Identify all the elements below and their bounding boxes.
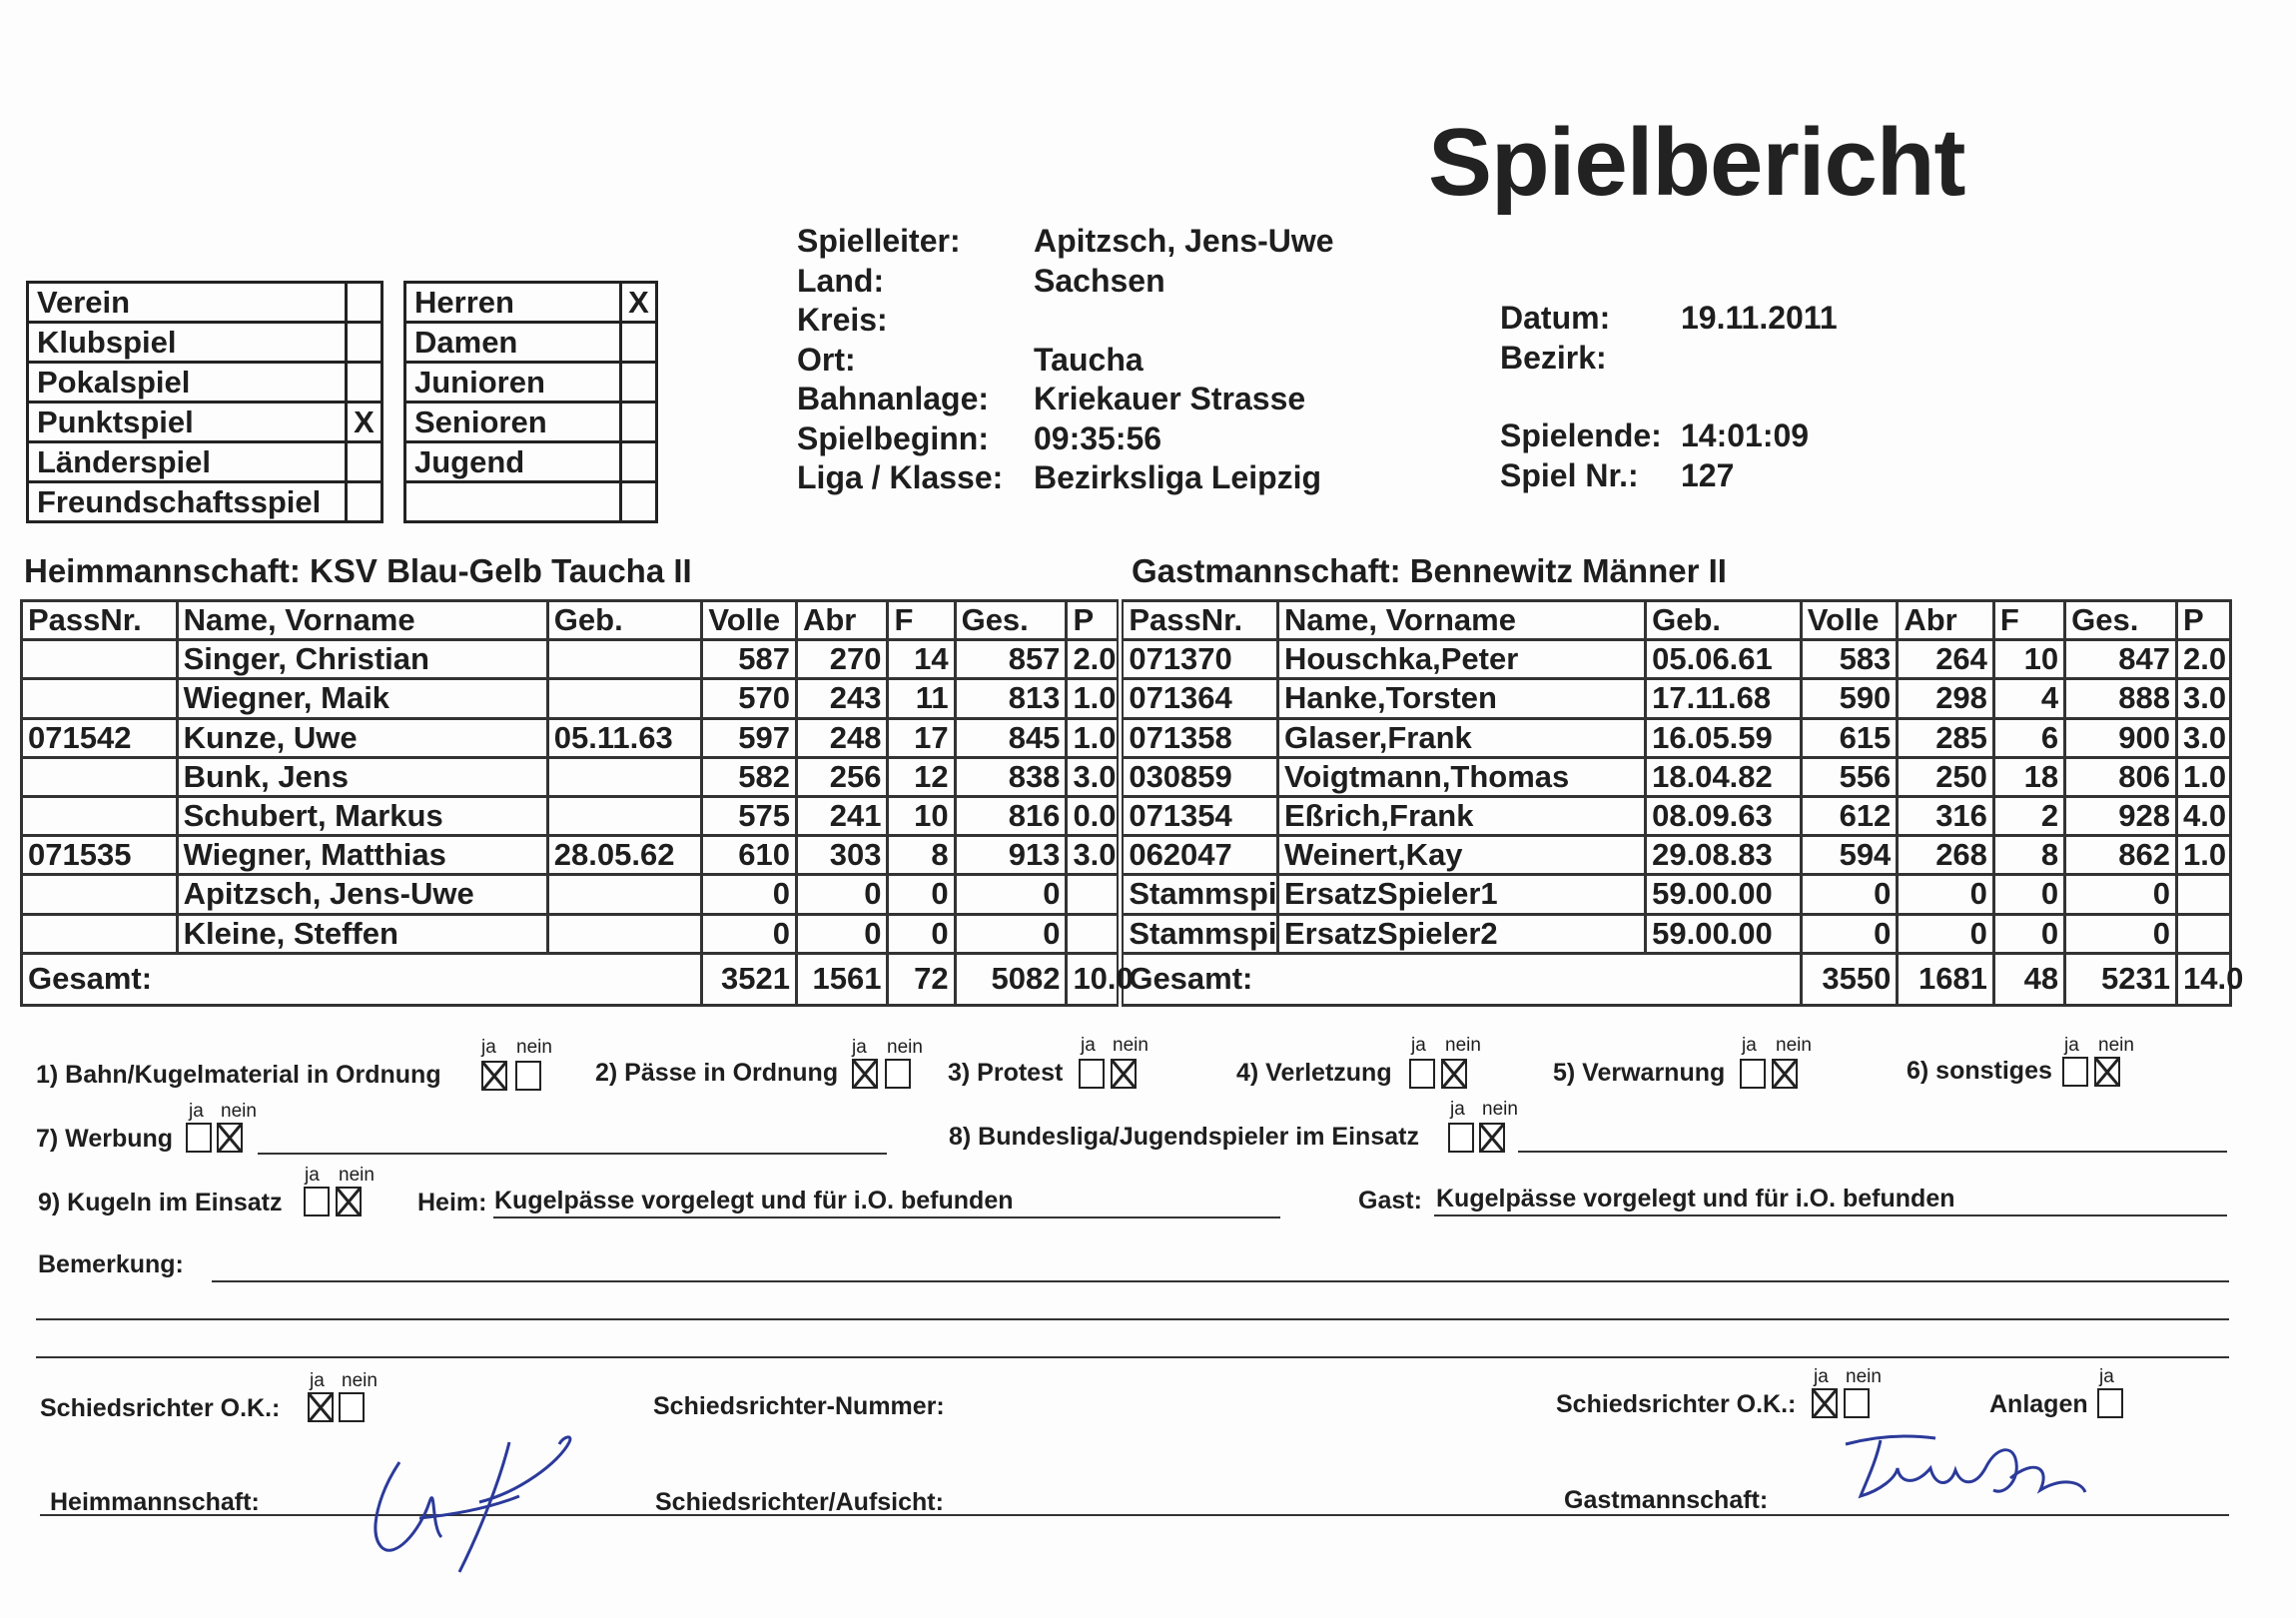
bemerkung-line: [212, 1280, 2229, 1282]
guest-volle: 556: [1801, 757, 1898, 796]
home-ges: 0: [955, 875, 1067, 914]
home-volle: 0: [702, 875, 797, 914]
home-f: 0: [888, 875, 955, 914]
nein-label: nein: [516, 1037, 552, 1058]
checkbox-ja[interactable]: [1812, 1388, 1838, 1418]
info-label-kreis: Kreis:: [797, 302, 888, 338]
guest-name: Hanke,Torsten: [1277, 679, 1645, 718]
info-label-bahnanlage: Bahnanlage:: [797, 381, 990, 416]
question-4: 4) Verletzung: [1236, 1059, 1392, 1087]
spielende-value: 14:01:09: [1681, 417, 1810, 453]
home-p: [1067, 914, 1121, 953]
heimmannschaft-sign-label: Heimmannschaft:: [50, 1488, 260, 1516]
home-geb: [547, 757, 702, 796]
guest-passnr: 071370: [1121, 640, 1278, 679]
checkbox-nein[interactable]: [217, 1123, 243, 1153]
column-header: Ges.: [2065, 601, 2177, 640]
home-geb: [547, 640, 702, 679]
guest-name: Voigtmann,Thomas: [1277, 757, 1645, 796]
question-9: 9) Kugeln im Einsatz: [38, 1189, 283, 1216]
guest-abr: 250: [1898, 757, 1994, 796]
home-f: 8: [888, 836, 955, 875]
category-mark: [621, 323, 657, 363]
heim-label: Heim:: [417, 1189, 487, 1216]
nein-label: nein: [1445, 1035, 1481, 1056]
nein-label: nein: [1113, 1035, 1148, 1056]
guest-total-label: Gesamt:: [1121, 953, 1801, 1005]
column-header: F: [1993, 601, 2064, 640]
checkbox-anlagen[interactable]: [2097, 1388, 2123, 1418]
guest-p: 4.0: [2176, 796, 2230, 835]
home-passnr: [22, 796, 178, 835]
guest-volle: 612: [1801, 796, 1898, 835]
nein-label: nein: [221, 1101, 257, 1122]
column-header: P: [2176, 601, 2230, 640]
guest-abr: 316: [1898, 796, 1994, 835]
guest-passnr: 030859: [1121, 757, 1278, 796]
checkbox-ja[interactable]: [308, 1392, 334, 1422]
home-geb: 05.11.63: [547, 718, 702, 757]
home-f: 12: [888, 757, 955, 796]
datum-label: Datum:: [1500, 300, 1611, 336]
ja-label: ja: [2099, 1366, 2114, 1387]
home-p: 1.0: [1067, 679, 1121, 718]
home-p: 3.0: [1067, 757, 1121, 796]
guest-passnr: Stammspi: [1121, 875, 1278, 914]
home-name: Singer, Christian: [177, 640, 547, 679]
column-header: Volle: [1801, 601, 1898, 640]
home-geb: [547, 914, 702, 953]
home-passnr: [22, 679, 178, 718]
column-header: Name, Vorname: [177, 601, 547, 640]
guest-geb: 17.11.68: [1646, 679, 1802, 718]
guest-name: Weinert,Kay: [1277, 836, 1645, 875]
guest-abr: 0: [1898, 875, 1994, 914]
home-total-label: Gesamt:: [22, 953, 702, 1005]
home-abr: 248: [796, 718, 888, 757]
ja-label: ja: [481, 1037, 496, 1058]
info-value-ort: Taucha: [1034, 341, 1144, 378]
category-damen: Damen: [405, 323, 621, 363]
home-name: Kunze, Uwe: [177, 718, 547, 757]
guest-name: Houschka,Peter: [1277, 640, 1645, 679]
match-type-punktspiel: Punktspiel: [28, 403, 347, 442]
nein-label: nein: [1846, 1366, 1882, 1387]
anlagen-label: Anlagen: [1989, 1390, 2088, 1418]
nein-label: nein: [342, 1370, 378, 1391]
guest-signature: [1836, 1428, 2095, 1508]
guest-volle: 594: [1801, 836, 1898, 875]
question-3: 3) Protest: [948, 1059, 1064, 1087]
home-volle: 0: [702, 914, 797, 953]
guest-abr: 0: [1898, 914, 1994, 953]
guest-ges: 847: [2065, 640, 2177, 679]
guest-abr: 298: [1898, 679, 1994, 718]
home-geb: [547, 875, 702, 914]
heim-text: Kugelpässe vorgelegt und für i.O. befunden: [494, 1187, 1014, 1214]
totals-row: [22, 953, 2231, 1005]
info-label-spielbeginn: Spielbeginn:: [797, 419, 989, 456]
guest-name: ErsatzSpieler2: [1277, 914, 1645, 953]
checkbox-nein[interactable]: [1441, 1059, 1467, 1089]
guest-ges: 0: [2065, 875, 2177, 914]
info-value-spielbeginn: 09:35:56: [1034, 419, 1162, 456]
question-7: 7) Werbung: [36, 1125, 174, 1153]
sr-ok-left-label: Schiedsrichter O.K.:: [40, 1394, 281, 1422]
category-jugend: Jugend: [405, 442, 621, 482]
guest-total-ges: 5231: [2065, 953, 2177, 1005]
column-header: PassNr.: [22, 601, 178, 640]
category-junioren: Junioren: [405, 363, 621, 403]
question-6: 6) sonstiges: [1907, 1057, 2052, 1085]
guest-total-volle: 3550: [1801, 953, 1898, 1005]
ja-label: ja: [1742, 1035, 1757, 1056]
bezirk-label: Bezirk:: [1500, 340, 1607, 376]
checkbox-ja[interactable]: [481, 1061, 507, 1091]
info-label-liga: Liga / Klasse:: [797, 459, 1004, 495]
info-value-kreis: [1034, 301, 1334, 341]
checkbox-nein[interactable]: [1111, 1059, 1137, 1089]
gastmannschaft-sign-label: Gastmannschaft:: [1564, 1486, 1769, 1514]
guest-p: 3.0: [2176, 679, 2230, 718]
checkbox-ja[interactable]: [852, 1059, 878, 1089]
home-passnr: [22, 875, 178, 914]
home-abr: 243: [796, 679, 888, 718]
ja-label: ja: [852, 1037, 867, 1058]
info-labels: [797, 222, 1003, 498]
match-type-mark: [347, 442, 383, 482]
table-row: [22, 914, 2231, 953]
checkbox-nein[interactable]: [1772, 1059, 1798, 1089]
home-name: Wiegner, Maik: [177, 679, 547, 718]
guest-total-f: 48: [1993, 953, 2064, 1005]
guest-volle: 0: [1801, 914, 1898, 953]
guest-abr: 264: [1898, 640, 1994, 679]
home-total-abr: 1561: [796, 953, 888, 1005]
ja-label: ja: [310, 1370, 325, 1391]
guest-ges: 888: [2065, 679, 2177, 718]
table-row: [22, 836, 2231, 875]
home-team-label: Heimmannschaft: KSV Blau-Gelb Taucha II: [24, 552, 692, 589]
home-total-f: 72: [888, 953, 955, 1005]
nein-label: nein: [1482, 1099, 1518, 1120]
info-values: [1034, 222, 1334, 498]
home-p: 2.0: [1067, 640, 1121, 679]
nein-label: nein: [339, 1165, 375, 1186]
match-type-mark: [347, 283, 383, 323]
guest-f: 6: [1993, 718, 2064, 757]
home-passnr: [22, 914, 178, 953]
gast-label: Gast:: [1358, 1187, 1422, 1214]
home-f: 11: [888, 679, 955, 718]
table-row: [22, 640, 2231, 679]
checkbox-ja[interactable]: [1409, 1059, 1435, 1089]
guest-volle: 590: [1801, 679, 1898, 718]
column-header: Geb.: [547, 601, 702, 640]
category-mark: X: [621, 283, 657, 323]
home-abr: 270: [796, 640, 888, 679]
match-type-mark: [347, 323, 383, 363]
column-header: PassNr.: [1121, 601, 1278, 640]
question-2: 2) Pässe in Ordnung: [595, 1059, 839, 1087]
home-p: 0.0: [1067, 796, 1121, 835]
home-volle: 587: [702, 640, 797, 679]
guest-passnr: 062047: [1121, 836, 1278, 875]
question-8: 8) Bundesliga/Jugendspieler im Einsatz: [949, 1123, 1419, 1151]
column-header: Name, Vorname: [1277, 601, 1645, 640]
guest-f: 8: [1993, 836, 2064, 875]
gast-line: [1434, 1214, 2227, 1216]
home-name: Kleine, Steffen: [177, 914, 547, 953]
sr-nummer-label: Schiedsrichter-Nummer:: [653, 1392, 945, 1420]
home-abr: 303: [796, 836, 888, 875]
column-header: Abr: [796, 601, 888, 640]
home-name: Apitzsch, Jens-Uwe: [177, 875, 547, 914]
guest-passnr: 071354: [1121, 796, 1278, 835]
page-title: Spielbericht: [1428, 109, 1965, 216]
question-1: 1) Bahn/Kugelmaterial in Ordnung: [36, 1061, 441, 1089]
ja-label: ja: [1450, 1099, 1465, 1120]
guest-f: 4: [1993, 679, 2064, 718]
table-row: [22, 796, 2231, 835]
checkbox-nein[interactable]: [515, 1061, 541, 1091]
guest-p: [2176, 875, 2230, 914]
match-type-mark: [347, 363, 383, 403]
checkbox-ja[interactable]: [2062, 1057, 2088, 1087]
guest-name: Glaser,Frank: [1277, 718, 1645, 757]
ja-label: ja: [1411, 1035, 1426, 1056]
question-5: 5) Verwarnung: [1553, 1059, 1726, 1087]
heim-line: [493, 1216, 1280, 1218]
checkbox-ja[interactable]: [1740, 1059, 1766, 1089]
home-ges: 857: [955, 640, 1067, 679]
home-total-p: 10.0: [1067, 953, 1121, 1005]
home-f: 17: [888, 718, 955, 757]
bemerkung-label: Bemerkung:: [38, 1250, 184, 1278]
column-header: Geb.: [1646, 601, 1802, 640]
category-mark: [621, 442, 657, 482]
guest-abr: 285: [1898, 718, 1994, 757]
bemerkung-line: [36, 1318, 2229, 1320]
info-value-bahnanlage: Kriekauer Strasse: [1034, 381, 1306, 416]
home-passnr: 071535: [22, 836, 178, 875]
guest-geb: 08.09.63: [1646, 796, 1802, 835]
guest-ges: 862: [2065, 836, 2177, 875]
guest-p: [2176, 914, 2230, 953]
guest-total-abr: 1681: [1898, 953, 1994, 1005]
checkbox-nein[interactable]: [1844, 1388, 1870, 1418]
home-volle: 570: [702, 679, 797, 718]
nein-label: nein: [2098, 1035, 2134, 1056]
home-passnr: [22, 757, 178, 796]
home-ges: 0: [955, 914, 1067, 953]
info-label-spielleiter: Spielleiter:: [797, 223, 961, 259]
home-abr: 0: [796, 875, 888, 914]
spielnr-value: 127: [1681, 457, 1735, 493]
guest-geb: 05.06.61: [1646, 640, 1802, 679]
guest-volle: 0: [1801, 875, 1898, 914]
nein-label: nein: [887, 1037, 923, 1058]
match-type-box: [26, 281, 383, 523]
match-type-laenderspiel: Länderspiel: [28, 442, 347, 482]
match-type-pokalspiel: Pokalspiel: [28, 363, 347, 403]
bemerkung-line: [36, 1356, 2229, 1358]
guest-ges: 928: [2065, 796, 2177, 835]
home-name: Schubert, Markus: [177, 796, 547, 835]
home-passnr: 071542: [22, 718, 178, 757]
match-type-mark: X: [347, 403, 383, 442]
guest-volle: 615: [1801, 718, 1898, 757]
checkbox-ja[interactable]: [304, 1187, 330, 1216]
match-type-verein: Verein: [28, 283, 347, 323]
guest-abr: 268: [1898, 836, 1994, 875]
home-total-ges: 5082: [955, 953, 1067, 1005]
home-abr: 256: [796, 757, 888, 796]
column-header: Ges.: [955, 601, 1067, 640]
guest-geb: 59.00.00: [1646, 914, 1802, 953]
category-empty: [405, 482, 621, 522]
category-herren: Herren: [405, 283, 621, 323]
checkbox-ja[interactable]: [1079, 1059, 1105, 1089]
column-header: F: [888, 601, 955, 640]
home-geb: [547, 796, 702, 835]
spielnr-label: Spiel Nr.:: [1500, 457, 1639, 493]
home-signature: [360, 1422, 589, 1582]
guest-f: 10: [1993, 640, 2064, 679]
guest-geb: 16.05.59: [1646, 718, 1802, 757]
column-header: Volle: [702, 601, 797, 640]
info-value-liga: Bezirksliga Leipzig: [1034, 459, 1322, 495]
guest-volle: 583: [1801, 640, 1898, 679]
ja-label: ja: [189, 1101, 204, 1122]
home-ges: 816: [955, 796, 1067, 835]
guest-geb: 18.04.82: [1646, 757, 1802, 796]
guest-p: 3.0: [2176, 718, 2230, 757]
guest-f: 2: [1993, 796, 2064, 835]
home-abr: 241: [796, 796, 888, 835]
einsatz-line: [1518, 1151, 2227, 1153]
home-geb: [547, 679, 702, 718]
guest-f: 0: [1993, 875, 2064, 914]
guest-total-p: 14.0: [2176, 953, 2230, 1005]
home-ges: 838: [955, 757, 1067, 796]
guest-name: Eßrich,Frank: [1277, 796, 1645, 835]
home-p: 1.0: [1067, 718, 1121, 757]
checkbox-nein[interactable]: [885, 1059, 911, 1089]
datum-value: 19.11.2011: [1681, 300, 1838, 336]
home-volle: 575: [702, 796, 797, 835]
score-table: [20, 599, 2244, 1007]
table-row: [22, 718, 2231, 757]
checkbox-nein[interactable]: [1479, 1123, 1505, 1153]
info-label-land: Land:: [797, 262, 885, 299]
info-value-land: Sachsen: [1034, 262, 1165, 299]
table-header-row: [22, 601, 2231, 640]
category-mark: [621, 403, 657, 442]
home-name: Wiegner, Matthias: [177, 836, 547, 875]
guest-passnr: 071364: [1121, 679, 1278, 718]
home-name: Bunk, Jens: [177, 757, 547, 796]
checkbox-nein[interactable]: [339, 1392, 365, 1422]
ja-label: ja: [1814, 1366, 1829, 1387]
match-type-freundschaftsspiel: Freundschaftsspiel: [28, 482, 347, 522]
guest-ges: 0: [2065, 914, 2177, 953]
guest-ges: 900: [2065, 718, 2177, 757]
ja-label: ja: [1081, 1035, 1096, 1056]
checkbox-nein[interactable]: [2094, 1057, 2120, 1087]
home-volle: 597: [702, 718, 797, 757]
category-box: [403, 281, 658, 523]
category-senioren: Senioren: [405, 403, 621, 442]
checkbox-nein[interactable]: [336, 1187, 362, 1216]
guest-passnr: 071358: [1121, 718, 1278, 757]
table-row: [22, 679, 2231, 718]
match-type-mark: [347, 482, 383, 522]
guest-ges: 806: [2065, 757, 2177, 796]
guest-team-label: Gastmannschaft: Bennewitz Männer II: [1132, 552, 1727, 589]
home-ges: 913: [955, 836, 1067, 875]
gast-text: Kugelpässe vorgelegt und für i.O. befunden: [1436, 1185, 1955, 1213]
ja-label: ja: [2064, 1035, 2079, 1056]
guest-geb: 29.08.83: [1646, 836, 1802, 875]
info-value-spielleiter: Apitzsch, Jens-Uwe: [1034, 223, 1334, 259]
home-f: 10: [888, 796, 955, 835]
home-ges: 845: [955, 718, 1067, 757]
guest-name: ErsatzSpieler1: [1277, 875, 1645, 914]
column-header: Abr: [1898, 601, 1994, 640]
checkbox-ja[interactable]: [1448, 1123, 1474, 1153]
guest-geb: 59.00.00: [1646, 875, 1802, 914]
sr-ok-right-label: Schiedsrichter O.K.:: [1556, 1390, 1797, 1418]
column-header: P: [1067, 601, 1121, 640]
home-abr: 0: [796, 914, 888, 953]
category-mark: [621, 363, 657, 403]
table-row: [22, 757, 2231, 796]
werbung-line: [258, 1153, 887, 1155]
guest-p: 1.0: [2176, 757, 2230, 796]
home-geb: 28.05.62: [547, 836, 702, 875]
table-row: [22, 875, 2231, 914]
home-p: [1067, 875, 1121, 914]
home-ges: 813: [955, 679, 1067, 718]
home-f: 0: [888, 914, 955, 953]
guest-p: 2.0: [2176, 640, 2230, 679]
spielende-label: Spielende:: [1500, 417, 1662, 453]
home-f: 14: [888, 640, 955, 679]
match-type-klubspiel: Klubspiel: [28, 323, 347, 363]
home-volle: 582: [702, 757, 797, 796]
info-label-ort: Ort:: [797, 341, 856, 378]
home-passnr: [22, 640, 178, 679]
checkbox-ja[interactable]: [186, 1123, 212, 1153]
guest-f: 0: [1993, 914, 2064, 953]
category-mark: [621, 482, 657, 522]
home-volle: 610: [702, 836, 797, 875]
home-p: 3.0: [1067, 836, 1121, 875]
aufsicht-sign-label: Schiedsrichter/Aufsicht:: [655, 1488, 944, 1516]
guest-passnr: Stammspi: [1121, 914, 1278, 953]
guest-p: 1.0: [2176, 836, 2230, 875]
guest-f: 18: [1993, 757, 2064, 796]
nein-label: nein: [1776, 1035, 1812, 1056]
ja-label: ja: [305, 1165, 320, 1186]
home-total-volle: 3521: [702, 953, 797, 1005]
